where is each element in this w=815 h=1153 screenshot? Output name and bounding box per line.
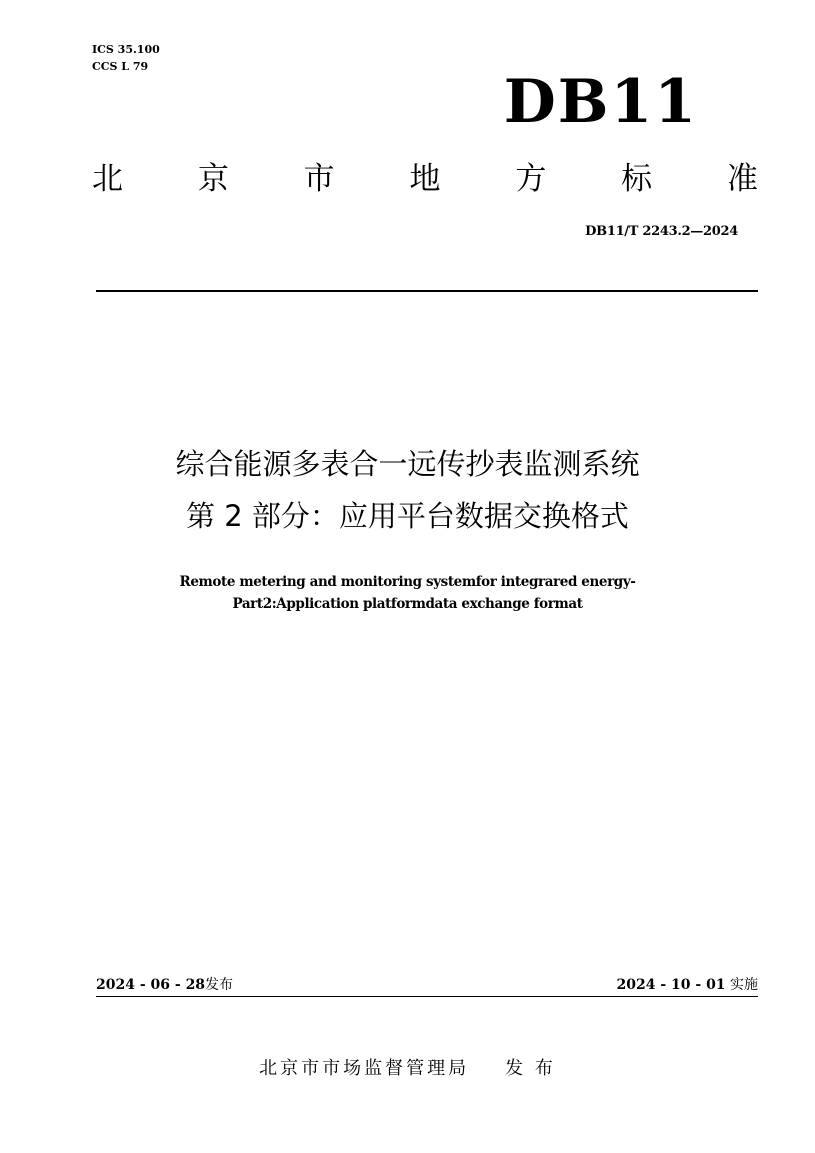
issuer-name: 北京市市场监督管理局 [259, 1058, 470, 1079]
db-code: DB11 [503, 67, 698, 137]
standard-number: DB11/T 2243.2—2024 [585, 224, 738, 239]
standard-type [92, 157, 758, 201]
issuer [0, 1054, 815, 1080]
ics-code: ICS 35.100 [92, 43, 160, 56]
title-en-line2: Part2:Application platformdata exchange format [232, 596, 583, 612]
implement-date [617, 975, 759, 995]
classification-codes [92, 41, 160, 75]
standard-type-char: 地 [409, 161, 441, 197]
ccs-code: CCS L 79 [92, 60, 149, 73]
publish-date [96, 975, 233, 995]
title-en-line1: Remote metering and monitoring systemfor integrared energy- [179, 574, 636, 590]
title-zh-line2: 第 2 部分：应用平台数据交换格式 [186, 499, 629, 533]
standard-type-char: 北 [92, 161, 123, 197]
standard-type-char: 京 [197, 161, 229, 197]
implement-label: 实施 [730, 977, 758, 993]
standard-type-char: 准 [726, 161, 758, 197]
issuer-action: 发 布 [505, 1058, 556, 1079]
publish-label: 发布 [205, 977, 234, 993]
standard-type-char: 标 [621, 161, 653, 197]
publish-date-value: 2024 - 06 - 28 [96, 977, 206, 993]
standard-type-char: 市 [303, 161, 335, 197]
footer-divider [96, 996, 758, 997]
implement-date-value: 2024 - 10 - 01 [616, 977, 726, 993]
standard-type-char: 方 [515, 161, 547, 197]
header-divider [96, 290, 758, 292]
title-zh-line1: 综合能源多表合一远传抄表监测系统 [175, 447, 640, 481]
